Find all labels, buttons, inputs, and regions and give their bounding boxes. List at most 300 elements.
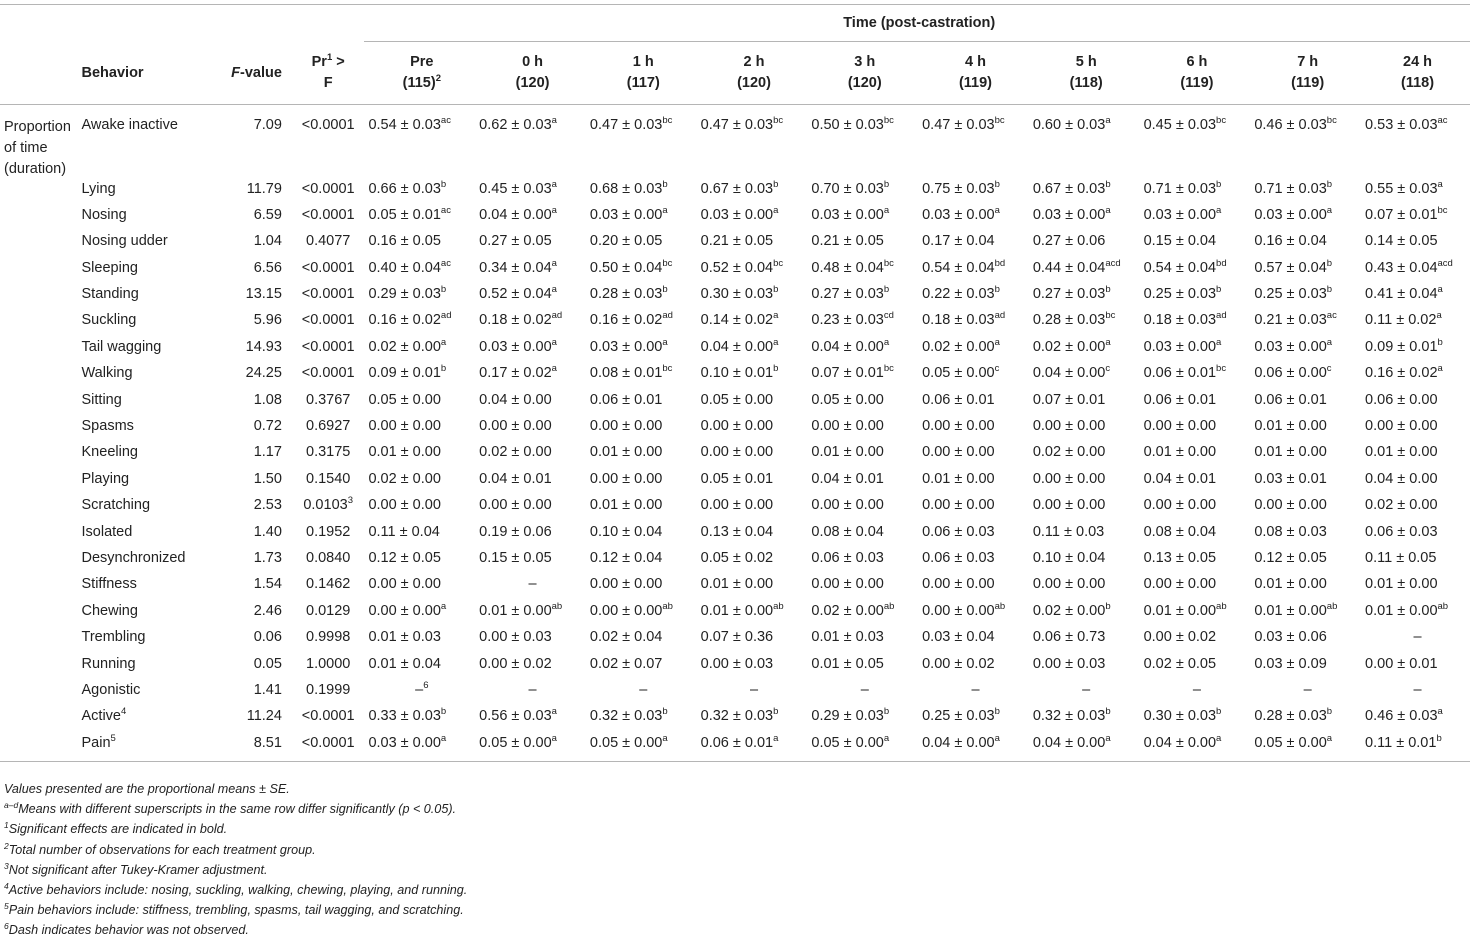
footnote-text: Total number of observations for each treatment group.	[8, 842, 316, 857]
footnote-marker: 6	[423, 680, 429, 692]
significance-letters: bc	[1216, 363, 1227, 375]
behavior-name	[78, 181, 220, 207]
mean-se-value: 0.47 ± 0.03	[589, 117, 663, 133]
mean-se-value: 0.00 ± 0.00	[1032, 497, 1106, 514]
category-cell	[0, 656, 78, 682]
mean-se-cell	[1029, 444, 1140, 470]
mean-se-cell	[364, 682, 475, 708]
mean-se-value: 0.00 ± 0.03	[1032, 655, 1106, 672]
mean-se-cell	[475, 339, 586, 365]
mean-se-value: 0.25 ± 0.03	[1254, 286, 1327, 303]
table-row	[0, 603, 1470, 629]
p-value	[288, 233, 365, 259]
mean-se-value: 0.03 ± 0.00	[811, 206, 884, 223]
significance-letters: a	[662, 337, 668, 349]
mean-se-cell	[1029, 600, 1140, 629]
significance-letters: a	[551, 205, 557, 217]
mean-se-value: 0.50 ± 0.04	[589, 259, 663, 276]
mean-se-value: 0.01 ± 0.00	[1365, 576, 1438, 593]
mean-se-value: 0.28 ± 0.03	[589, 286, 663, 303]
significance-letters: b	[883, 178, 890, 190]
mean-se-value: 0.00 ± 0.00	[368, 497, 441, 514]
mean-se-cell	[586, 286, 697, 312]
mean-se-cell	[364, 365, 475, 391]
mean-se-cell	[807, 392, 918, 418]
p-value-text: <0.0001	[301, 708, 355, 725]
mean-se-cell	[1250, 732, 1361, 761]
mean-se-cell	[586, 708, 697, 734]
mean-se-cell	[586, 497, 697, 523]
mean-se-value: 0.28 ± 0.03	[1254, 708, 1327, 725]
footnote-marker: 3	[347, 495, 353, 507]
mean-se-cell	[697, 471, 808, 497]
p-value-text: <0.0001	[301, 312, 355, 329]
significance-letters: b	[662, 178, 668, 190]
time-col-count: (118)	[1069, 75, 1103, 91]
p-value	[288, 471, 365, 497]
p-value	[288, 735, 365, 761]
footnote-marker: 2	[435, 73, 441, 85]
mean-se-cell	[918, 418, 1029, 444]
mean-se-cell	[1029, 708, 1140, 734]
mean-se-cell	[1029, 576, 1140, 602]
significance-letters: a	[1437, 284, 1443, 296]
mean-se-cell	[475, 312, 586, 338]
mean-se-cell	[697, 233, 808, 259]
mean-se-value: 0.27 ± 0.06	[1032, 233, 1106, 250]
significance-letters: a	[551, 732, 557, 744]
mean-se-value: 0.05 ± 0.00	[811, 391, 884, 408]
mean-se-value: 0.52 ± 0.04	[700, 259, 774, 276]
significance-letters: ad	[551, 310, 563, 322]
mean-se-value: 0.60 ± 0.03	[1032, 117, 1106, 133]
mean-se-cell	[918, 682, 1029, 708]
dash-cell	[1144, 682, 1251, 698]
behavior-label: Tail wagging	[81, 338, 162, 355]
significance-letters: b	[773, 706, 779, 718]
mean-se-value: 0.00 ± 0.00	[1143, 418, 1217, 435]
mean-se-cell	[475, 257, 586, 286]
mean-se-value: 0.55 ± 0.03	[1365, 180, 1438, 197]
mean-se-value: 0.03 ± 0.00	[1254, 206, 1327, 223]
mean-se-cell	[364, 339, 475, 365]
mean-se-value: 0.29 ± 0.03	[811, 708, 884, 725]
footnote-text: Active behaviors include: nosing, suckling, walking, chewing, playing, and running.	[8, 883, 468, 898]
mean-se-cell	[1140, 497, 1251, 523]
mean-se-cell	[1250, 418, 1361, 444]
p-value	[288, 656, 365, 682]
mean-se-value: 0.06 ± 0.00	[1365, 391, 1438, 408]
significance-letters: a	[1105, 115, 1111, 127]
significance-letters: b	[1216, 706, 1222, 718]
f-value: 0.05	[253, 655, 282, 672]
behavior-label: Scratching	[81, 497, 151, 514]
p-value-text: <0.0001	[301, 338, 355, 355]
footnote-line	[4, 900, 1464, 920]
p-value-text: 1.0000	[306, 655, 351, 672]
mean-se-cell	[697, 656, 808, 682]
mean-se-value: 0.01 ± 0.05	[811, 655, 884, 672]
mean-se-cell	[918, 732, 1029, 761]
mean-se-cell	[475, 365, 586, 391]
mean-se-value: 0.05 ± 0.01	[368, 206, 441, 223]
mean-se-cell	[1250, 576, 1361, 602]
mean-se-cell	[918, 365, 1029, 391]
mean-se-value: 0.14 ± 0.02	[700, 312, 774, 329]
significance-letters: ab	[883, 600, 895, 612]
significance-letters: a	[1216, 205, 1222, 217]
mean-se-value: 0.54 ± 0.04	[1143, 259, 1217, 276]
significance-letters: a	[440, 732, 447, 744]
significance-letters: a	[1216, 732, 1222, 744]
behavior-name	[78, 365, 220, 391]
behavior-name	[78, 629, 220, 655]
behavior-name	[78, 656, 220, 682]
mean-se-value: 0.22 ± 0.03	[922, 286, 995, 303]
f-value: 1.08	[253, 391, 282, 408]
mean-se-cell	[918, 656, 1029, 682]
behavior-name	[78, 392, 220, 418]
behavior-label: Kneeling	[81, 444, 138, 461]
p-value	[288, 708, 365, 734]
footnote-marker: 1	[4, 820, 9, 831]
dash-cell	[1033, 682, 1140, 698]
mean-se-value: 0.03 ± 0.00	[368, 734, 441, 751]
mean-se-cell	[1361, 207, 1470, 233]
significance-letters: ab	[1216, 600, 1227, 612]
mean-se-value: 0.12 ± 0.04	[589, 549, 663, 566]
mean-se-value: 0.75 ± 0.03	[922, 180, 995, 197]
time-col-header	[807, 42, 918, 105]
p-value-text: 0.0129	[306, 602, 351, 619]
mean-se-cell	[918, 471, 1029, 497]
mean-se-value: 0.00 ± 0.00	[479, 418, 552, 435]
significance-letters: b	[994, 706, 1000, 718]
significance-letters: b	[1326, 257, 1333, 269]
mean-se-cell	[1361, 444, 1470, 470]
mean-se-value: 0.04 ± 0.00	[479, 206, 552, 223]
behavior-label: Suckling	[81, 312, 137, 329]
significance-letters: a	[1326, 337, 1333, 349]
dash-cell	[479, 682, 586, 698]
mean-se-cell	[1361, 365, 1470, 391]
mean-se-cell	[1361, 708, 1470, 734]
f-value: 1.04	[253, 233, 282, 250]
mean-se-value: 0.29 ± 0.03	[368, 286, 441, 303]
mean-se-cell	[918, 286, 1029, 312]
mean-se-value: 0.01 ± 0.00	[1365, 602, 1438, 619]
mean-se-value: 0.11 ± 0.01	[1365, 734, 1437, 751]
p-value-text: 0.1540	[306, 470, 351, 487]
significance-letters: a	[1105, 337, 1111, 349]
mean-se-cell	[807, 629, 918, 655]
footnote-marker: 6	[4, 921, 9, 932]
behavior-table	[0, 4, 1470, 762]
p-value	[288, 682, 365, 708]
mean-se-cell	[697, 682, 808, 708]
mean-se-cell	[1361, 339, 1470, 365]
table-row	[0, 708, 1470, 734]
mean-se-value: 0.34 ± 0.04	[479, 259, 552, 276]
mean-se-value: 0.15 ± 0.05	[479, 549, 552, 566]
significance-letters: a	[883, 732, 890, 744]
mean-se-value: 0.66 ± 0.03	[368, 180, 441, 197]
mean-se-cell	[918, 524, 1029, 550]
mean-se-cell	[475, 732, 586, 761]
mean-se-cell	[697, 178, 808, 207]
significance-letters: ab	[1437, 600, 1449, 612]
p-value	[288, 576, 365, 602]
category-cell	[0, 550, 78, 576]
behavior-name	[78, 471, 220, 497]
mean-se-value: 0.02 ± 0.00	[1032, 338, 1106, 355]
p-value-text: <0.0001	[301, 206, 355, 223]
behavior-name	[78, 708, 220, 734]
significance-letters: ab	[994, 600, 1006, 612]
footnote-line	[4, 860, 1464, 880]
table-row	[0, 576, 1470, 602]
mean-se-cell	[697, 418, 808, 444]
mean-se-cell	[1140, 392, 1251, 418]
mean-se-cell	[918, 178, 1029, 207]
mean-se-value: 0.00 ± 0.02	[479, 655, 552, 672]
p-value	[288, 550, 365, 576]
mean-se-cell	[586, 418, 697, 444]
mean-se-cell	[918, 576, 1029, 602]
significance-letters: bc	[662, 257, 673, 269]
mean-se-cell	[586, 365, 697, 391]
mean-se-value: 0.02 ± 0.04	[589, 629, 663, 646]
mean-se-value: 0.14 ± 0.05	[1365, 233, 1438, 250]
dash-cell	[1254, 682, 1361, 698]
mean-se-cell	[807, 444, 918, 470]
table-row	[0, 735, 1470, 761]
time-col-header	[586, 42, 697, 105]
mean-se-value: 0.16 ± 0.05	[368, 233, 441, 250]
behavior-name	[78, 286, 220, 312]
mean-se-value: 0.44 ± 0.04	[1032, 259, 1106, 276]
mean-se-cell	[1250, 257, 1361, 286]
significance-letters: cd	[883, 310, 894, 322]
behavior-label: Awake inactive	[81, 117, 178, 133]
behavior-name	[78, 105, 220, 181]
significance-letters: ac	[440, 257, 451, 269]
time-col-label: 1 h	[632, 54, 654, 70]
significance-letters: bc	[1105, 310, 1116, 322]
mean-se-cell	[697, 732, 808, 761]
mean-se-value: –	[1413, 629, 1422, 646]
mean-se-value: 0.04 ± 0.01	[811, 470, 884, 487]
significance-letters: b	[1326, 706, 1333, 718]
mean-se-cell	[1140, 105, 1251, 181]
mean-se-value: 0.71 ± 0.03	[1254, 180, 1327, 197]
mean-se-value: 0.01 ± 0.00	[1254, 418, 1327, 435]
mean-se-cell	[1361, 682, 1470, 708]
p-value	[288, 339, 365, 365]
mean-se-cell	[1361, 178, 1470, 207]
mean-se-value: 0.16 ± 0.02	[589, 312, 663, 329]
mean-se-value: 0.01 ± 0.04	[368, 655, 441, 672]
header-row	[0, 42, 1470, 105]
mean-se-value: 0.11 ± 0.03	[1032, 523, 1105, 540]
mean-se-value: 0.00 ± 0.00	[589, 602, 663, 619]
mean-se-value: 0.21 ± 0.05	[811, 233, 884, 250]
mean-se-cell	[697, 629, 808, 655]
mean-se-cell	[697, 257, 808, 286]
mean-se-cell	[586, 233, 697, 259]
significance-letters: b	[662, 706, 668, 718]
mean-se-cell	[364, 178, 475, 207]
significance-letters: bd	[1216, 257, 1227, 269]
table-row	[0, 471, 1470, 497]
mean-se-value: 0.00 ± 0.01	[1365, 655, 1438, 672]
mean-se-value: 0.52 ± 0.04	[479, 286, 552, 303]
mean-se-cell	[918, 312, 1029, 338]
mean-se-value: 0.00 ± 0.00	[589, 418, 663, 435]
time-col-label: 6 h	[1186, 54, 1208, 70]
behavior-name	[78, 444, 220, 470]
time-col-label: 0 h	[522, 54, 544, 70]
mean-se-cell	[364, 629, 475, 655]
mean-se-value: 0.02 ± 0.00	[368, 338, 441, 355]
table-row	[0, 207, 1470, 233]
mean-se-value: 0.01 ± 0.03	[811, 629, 884, 646]
mean-se-cell	[586, 257, 697, 286]
f-value: 11.79	[246, 180, 282, 197]
dash-cell	[811, 682, 918, 698]
mean-se-cell	[807, 708, 918, 734]
mean-se-value: 0.18 ± 0.03	[1143, 312, 1217, 329]
significance-letters: b	[1105, 706, 1111, 718]
mean-se-value: 0.02 ± 0.00	[368, 470, 441, 487]
mean-se-value: 0.02 ± 0.00	[1032, 602, 1106, 619]
mean-se-value: 0.03 ± 0.01	[1254, 470, 1327, 487]
mean-se-cell	[364, 444, 475, 470]
mean-se-cell	[586, 207, 697, 233]
mean-se-cell	[807, 339, 918, 365]
mean-se-value: 0.01 ± 0.00	[1254, 602, 1327, 619]
significance-letters: bc	[1326, 115, 1337, 127]
mean-se-cell	[1140, 471, 1251, 497]
mean-se-cell	[1140, 418, 1251, 444]
mean-se-cell	[1361, 418, 1470, 444]
p-value-text: 0.0840	[306, 549, 351, 566]
significance-letters: b	[440, 284, 447, 296]
mean-se-value: 0.02 ± 0.00	[1032, 444, 1106, 461]
mean-se-cell	[697, 708, 808, 734]
mean-se-cell	[1140, 524, 1251, 550]
behavior-label: Nosing udder	[81, 233, 168, 250]
mean-se-value: 0.04 ± 0.01	[479, 470, 552, 487]
mean-se-value: 0.00 ± 0.00	[368, 418, 441, 435]
mean-se-cell	[475, 629, 586, 655]
category-cell	[0, 497, 78, 523]
mean-se-value: –	[860, 681, 869, 698]
mean-se-value: –	[971, 681, 980, 698]
significance-letters: c	[1326, 363, 1332, 375]
mean-se-cell	[807, 105, 918, 181]
mean-se-cell	[807, 497, 918, 523]
mean-se-value: 0.01 ± 0.00	[589, 497, 663, 514]
significance-letters: a	[994, 337, 1000, 349]
mean-se-cell	[697, 497, 808, 523]
mean-se-cell	[475, 471, 586, 497]
category-cell	[0, 735, 78, 761]
time-col-label: 2 h	[743, 54, 765, 70]
mean-se-cell	[586, 312, 697, 338]
significance-letters: ad	[994, 310, 1006, 322]
significance-letters: b	[1105, 284, 1111, 296]
significance-letters: a	[1216, 337, 1222, 349]
mean-se-value: 0.48 ± 0.04	[811, 259, 884, 276]
significance-letters: bc	[883, 257, 894, 269]
f-value: 2.53	[253, 497, 282, 514]
significance-letters: b	[1326, 284, 1333, 296]
category-cell	[0, 233, 78, 259]
mean-se-cell	[364, 524, 475, 550]
mean-se-value: 0.53 ± 0.03	[1365, 117, 1438, 133]
behavior-label: Nosing	[81, 206, 127, 223]
mean-se-cell	[1140, 682, 1251, 708]
significance-letters: a	[773, 205, 779, 217]
significance-letters: b	[440, 706, 447, 718]
mean-se-cell	[586, 105, 697, 181]
mean-se-value: –	[1413, 681, 1422, 698]
mean-se-cell	[1361, 600, 1470, 629]
mean-se-cell	[807, 550, 918, 576]
mean-se-cell	[586, 444, 697, 470]
mean-se-cell	[1140, 233, 1251, 259]
mean-se-value: 0.68 ± 0.03	[589, 180, 663, 197]
mean-se-value: 0.46 ± 0.03	[1254, 117, 1327, 133]
mean-se-cell	[475, 233, 586, 259]
mean-se-cell	[1140, 444, 1251, 470]
mean-se-cell	[697, 339, 808, 365]
mean-se-value: 0.06 ± 0.01	[700, 734, 774, 751]
mean-se-cell	[475, 392, 586, 418]
mean-se-value: 0.01 ± 0.00	[1254, 444, 1327, 461]
mean-se-cell	[918, 708, 1029, 734]
dash-cell	[1365, 682, 1470, 698]
f-value: 0.72	[253, 418, 282, 435]
mean-se-value: 0.04 ± 0.00	[811, 338, 884, 355]
mean-se-cell	[1140, 207, 1251, 233]
mean-se-cell	[1029, 629, 1140, 655]
mean-se-cell	[918, 444, 1029, 470]
behavior-name	[78, 418, 220, 444]
footnote-text: Pain behaviors include: stiffness, trembling, spasms, tail wagging, and scratching.	[8, 903, 464, 918]
mean-se-value: 0.04 ± 0.00	[1032, 734, 1106, 751]
mean-se-value: 0.28 ± 0.03	[1032, 312, 1106, 329]
behavior-label: Spasms	[81, 418, 134, 435]
category-cell	[0, 471, 78, 497]
time-col-header	[1250, 42, 1361, 105]
table-row	[0, 233, 1470, 259]
mean-se-value: 0.06 ± 0.03	[922, 549, 995, 566]
mean-se-cell	[918, 233, 1029, 259]
footnote-marker: 4	[4, 880, 9, 891]
behavior-label: Sitting	[81, 391, 122, 408]
behavior-label: Pain	[81, 734, 111, 751]
mean-se-value: 0.05 ± 0.00	[1254, 734, 1327, 751]
mean-se-cell	[1140, 339, 1251, 365]
mean-se-value: 0.07 ± 0.01	[1365, 206, 1438, 223]
time-col-header	[1140, 42, 1251, 105]
significance-letters: b	[883, 284, 890, 296]
significance-letters: b	[1216, 178, 1222, 190]
significance-letters: a	[773, 337, 779, 349]
mean-se-cell	[475, 524, 586, 550]
